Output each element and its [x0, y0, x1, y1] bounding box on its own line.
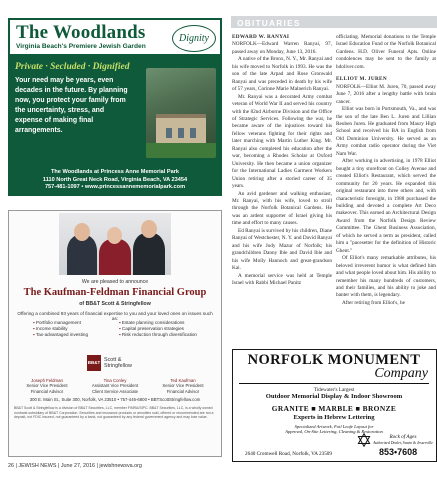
woodlands-subtitle: Virginia Beach's Premiere Jewish Garden: [16, 43, 146, 50]
norfolk-phone: 853•7608: [379, 447, 418, 457]
staff-name: Ted Kaufman: [170, 378, 196, 383]
bbt-logo-text: [104, 357, 132, 369]
staff-name: Joseph Feldman: [31, 378, 63, 383]
memorial-garden-photo: [146, 68, 216, 158]
kaufman-announce: We are pleased to announce: [81, 279, 149, 285]
window-shape: [190, 128, 196, 138]
advisor-head: [141, 220, 157, 238]
woodlands-address-line2: 1110 North Great Neck Road, Virginia Beach, VA 23454: [42, 176, 188, 183]
obituary-paragraph: Ed Ranyai is survived by his children, Diane Ranyai of Westchester, N. Y. and David Ranyai and his wife Jody Mazur of Norfolk; his grandchildren Danny Ible and David Ible and his wife Molly Hannoch and great-grandson Kai.: [232, 227, 332, 272]
service-item: ▪ Tax-advantaged investing: [33, 332, 88, 338]
norfolk-display-line: Outdoor Memorial Display & Indoor Showroom: [265, 393, 403, 400]
norfolk-company: Company: [374, 366, 428, 381]
star-of-david-icon: [357, 433, 371, 447]
dignity-logo: Dignity: [172, 25, 216, 52]
advisor-figure: [99, 239, 131, 275]
obituary-paragraph: After working in advertising, in 1978 Elliot bought a tiny storefront on Colley Avenue and created Elliot's Restaurant, which served the community for 20 years. He expanded this original restaurant into three others and, with characteristic foresight, in 1988 purchased the building and devoted a complete Art Deco makeover. This earned an Architectural Design Award from the Norfolk Design Review Committee. The Ghent Business Association, of which he served a term as president, called him a "pacesetter for the definition of Historic Ghent.": [336, 158, 436, 254]
obituary-paragraph: Mr. Ranyai was a decorated Army combat veteran of World War II and served his country with the 82nd Airborne Division and the Office of Strategic Services. Following the war, he became aware of the injustices toward his fellow veterans fighting for their rights and later marching with Martin Luther King. Mr. Ranyai also completed his education after the war, becoming a Rhodes Scholar at Oxford University. He then became a union organizer for the International Ladies Garment Workers Union retiring after a storied career of 35 years.: [232, 93, 332, 190]
kaufman-of: of BB&T Scott & Stringfellow: [79, 301, 151, 307]
woodlands-title: The Woodlands: [16, 22, 146, 43]
staff-title: Assistant Vice President: [91, 383, 139, 389]
norfolk-services-line: Approval, On-Site Lettering, Cleaning & Restoration: [285, 429, 383, 434]
bbt-logo-mark: BB&T: [87, 355, 101, 371]
norfolk-monument-ad: [232, 349, 437, 462]
advisor-figure: [133, 233, 165, 275]
obituary-paragraph: An avid gardener and walking enthusiast, Mr. Ranyai, with his wife, loved to stroll through the Norfolk Botanical Gardens. He was an ardent supporter of Israel giving his time and effort to many causes.: [232, 190, 332, 227]
page-footer: 26 | JEWISH NEWS | June 27, 2016 | jewishnewsva.org: [8, 463, 142, 469]
service-item: ▪ Estate planning considerations: [119, 320, 197, 326]
advisor-head: [74, 223, 90, 241]
staff-title: Client Service Associate: [91, 388, 139, 394]
service-item: ▪ Income stability: [33, 326, 88, 332]
section-title: OBITUARIES: [237, 18, 301, 28]
obituary-paragraph: A memorial service was held at Temple Israel with Rabbi Michael Panitz: [232, 272, 332, 286]
divider: [239, 383, 429, 384]
advisor-head: [107, 227, 122, 244]
advisors-photo: [59, 213, 171, 275]
woodlands-body: Your need may be years, even decades in the future. By planning now, you protect your family from the uncertainty, stress, and expense of making final arrangements.: [15, 77, 128, 134]
norfolk-services-line: Specialized Artwork, Foil Leafe Layout for: [294, 424, 374, 429]
obituary-column-2: [336, 34, 436, 307]
woodlands-address-line1: The Woodlands at Princess Anne Memorial Park: [50, 169, 180, 175]
staff-name: Tina Conley: [103, 378, 127, 383]
obituary-paragraph: Elliot was born in Portsmouth, Va., and was the son of the late Ben L. Juren and Lillian Reuben Juren. He graduated from Maury High School and received his BA in English from Old Dominion University. He served as an Army combat radio operator during the Viet Nam War.: [336, 106, 436, 157]
staff-member: [85, 378, 145, 394]
staff-title: Senior Vice President: [26, 383, 68, 389]
norfolk-title: NORFOLK MONUMENT: [247, 352, 421, 368]
kaufman-contact: 300 E. Main St., Suite 300, Norfolk, VA 23510 • 757-446-6800 • BBTScottStringfellow.com: [29, 397, 201, 402]
norfolk-largest: Tidewater's Largest: [313, 387, 355, 393]
kaufman-feldman-ad: [8, 210, 222, 457]
obituary-paragraph: A native of the Bronx, N. Y., Mr. Ranyai and his wife moved to Norfolk in 1993. He was the son of the late Arpad and Rose Gronwald Ranyai and was preceded in death by his wife of 57 years, Corinne Marie Malnerich Ranyai.: [232, 56, 332, 93]
obituary-name: EDWARD W. RANYAI: [232, 34, 290, 40]
service-item: ▪ Risk reduction through diversification: [119, 332, 197, 338]
woodlands-ad: [8, 18, 222, 196]
woodlands-address-line3: 757-481-1097 • www.princessannememorialpark.com: [44, 184, 186, 191]
staff-title: Financial Advisor: [30, 388, 64, 394]
bbt-logo-text-1: Scott &: [104, 356, 122, 363]
advisor-figure: [67, 235, 97, 275]
obituary-paragraph: officiating. Memorial donations to the Temple Israel Education Fund or the Norfolk Botanical Gardens. H.D. Oliver Funeral Apts. Online condolences may be sent to the family at hdoliver.com.: [336, 34, 436, 70]
staff-title: Senior Vice President: [162, 383, 204, 389]
services-list-left: [33, 320, 88, 339]
lawn-shape: [146, 143, 216, 158]
kaufman-fine-print: BB&T Scott & Stringfellow is a division of BB&T Securities, LLC, member FINRA/SIPC. BB&T Securities, LLC, is a wholly owned nonbank subsidiary of BB&T Corporation. Securities and insurance products or annuities sold, offered or recommended are not a deposit, not FDIC insured, not guaranteed by a bank, not guaranteed by any federal government agency and may lose value.: [14, 406, 214, 420]
norfolk-address: 2640 Cromwell Road, Norfolk, VA 23509: [245, 451, 332, 457]
window-shape: [166, 128, 172, 138]
rock-of-ages-dealer: Authorized Dealer, Swain & Jesserville: [373, 440, 433, 445]
bbt-logo: [87, 353, 145, 372]
obituary-paragraph: NORFOLK—Edward Warren Ranyai, 97, passed away on Monday, June 13, 2016.: [232, 41, 332, 55]
obituary-paragraph: Of Elliot's many remarkable attributes, his beloved irreverent humor is what defined him and what people loved about him. His ability to remember his many hundreds of customers, and their families, and his ability to joke and banter with them, is legendary.: [336, 255, 436, 299]
staff-member: [17, 378, 77, 394]
kaufman-offer: Offering a combined 93 years of financial expertise to you and your loved ones on issues such as:: [17, 311, 213, 321]
obituary-paragraph: After retiring from Elliot's, he: [342, 299, 405, 306]
service-item: ▪ Portfolio management: [33, 320, 88, 326]
obituary-paragraph: NORFOLK—Elliot M. Juren, 70, passed away June 7, 2016 after a lengthy battle with brain cancer.: [336, 83, 436, 105]
obituary-name: ELLIOT M. JUREN: [336, 76, 387, 83]
bbt-logo-text-2: Stringfellow: [104, 362, 132, 369]
woodlands-header: [8, 18, 222, 56]
rock-of-ages-badge: [371, 435, 435, 446]
services-list-right: [119, 320, 197, 339]
kaufman-group-name: The Kaufman-Feldman Financial Group: [23, 287, 207, 298]
woodlands-tagline: Private · Secluded · Dignified: [15, 62, 130, 72]
woodlands-address: [8, 169, 222, 192]
obituary-column-1: [232, 34, 332, 287]
rock-of-ages-name: Rock of Ages: [389, 434, 417, 440]
staff-title: Financial Advisor: [166, 388, 200, 394]
norfolk-materials-line: GRANITE ■ MARBLE ■ BRONZE: [271, 404, 397, 413]
norfolk-hebrew-line: Experts in Hebrew Lettering: [293, 414, 375, 421]
service-item: ▪ Capital preservation strategies: [119, 326, 197, 332]
window-shape: [178, 128, 184, 138]
staff-member: [153, 378, 213, 394]
